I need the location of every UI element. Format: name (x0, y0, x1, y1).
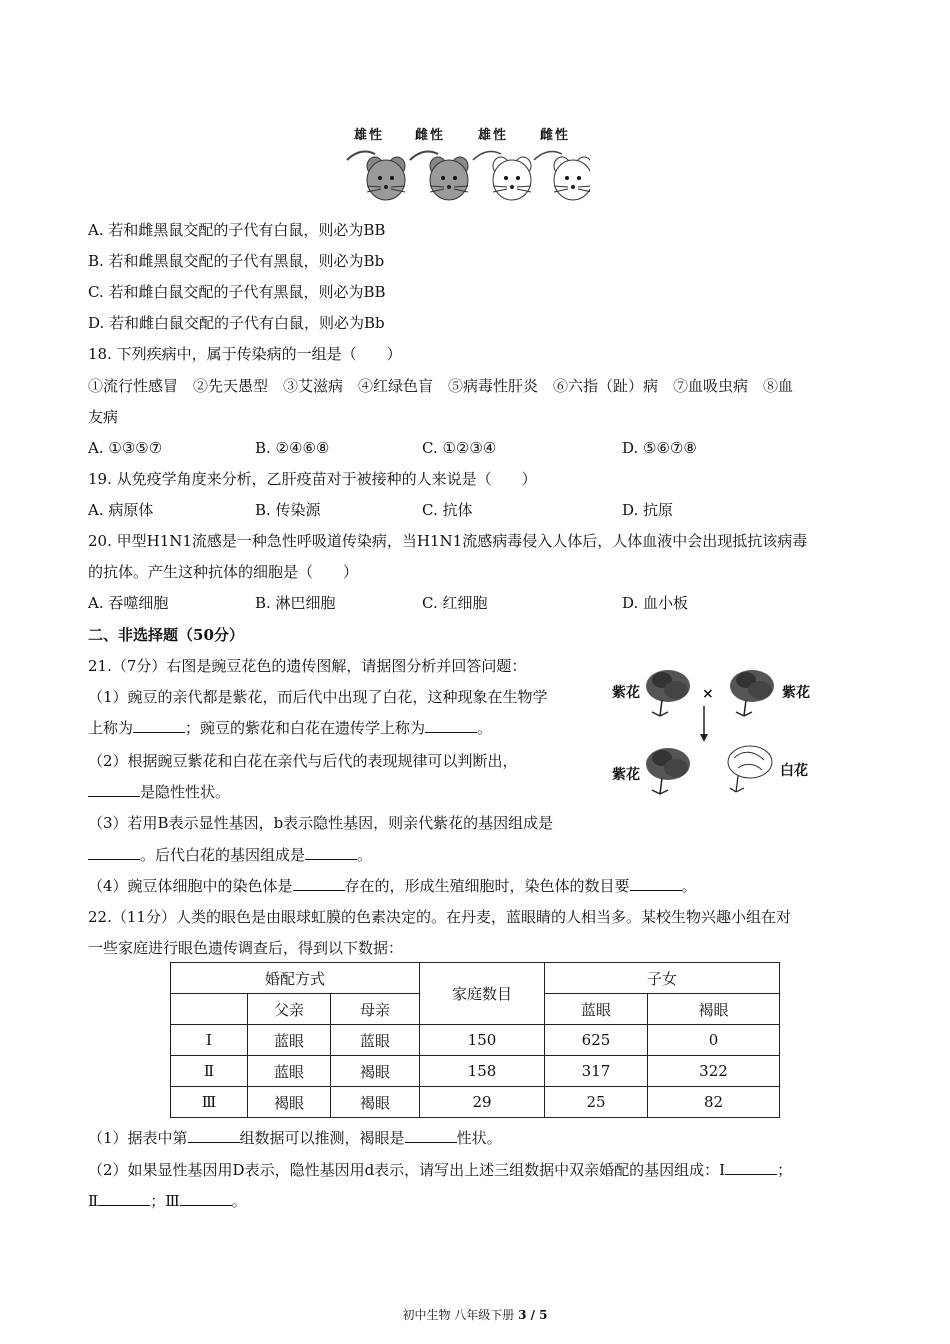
answer-blank[interactable] (405, 1128, 457, 1143)
cross-sign: × (702, 686, 714, 702)
q22-line1: 22.（11分）人类的眼色是由眼球虹膜的色素决定的。在丹麦，蓝眼睛的人相当多。某校生物兴趣小组在对 (88, 908, 791, 926)
purple-label-parent1: 紫花 (612, 685, 640, 701)
header-blank (171, 994, 248, 1025)
q18-stem: 18. 下列疾病中，属于传染病的一组是（ ） (88, 345, 402, 363)
q21-p2b: 是隐性性状。 (88, 782, 230, 802)
mouse-label-4: 雌性 (540, 128, 571, 143)
q18-option-d: D. ⑤⑥⑦⑧ (622, 439, 697, 457)
q20-option-a: A. 吞噬细胞 (88, 594, 169, 612)
q18-items-line2: 友病 (88, 408, 119, 426)
q19-option-b: B. 传染源 (255, 501, 321, 519)
q17-option-d: D. 若和雌白鼠交配的子代有白鼠，则必为Bb (88, 314, 385, 332)
q20-option-c: C. 红细胞 (422, 594, 488, 612)
q20-option-d: D. 血小板 (622, 594, 689, 612)
q22-part2-line1: （2）如果显性基因用D表示，隐性基因用d表示，请写出上述三组数据中双亲婚配的基因组成：Ⅰ ； (88, 1161, 793, 1179)
header-mating: 婚配方式 (171, 963, 420, 994)
q17-option-c: C. 若和雌白鼠交配的子代有黑鼠，则必为BB (88, 283, 386, 301)
answer-blank[interactable] (188, 1128, 240, 1143)
answer-blank[interactable] (98, 1191, 150, 1206)
answer-blank[interactable] (630, 876, 682, 891)
table-cell: 蓝眼 (248, 1056, 331, 1087)
q17-option-b: B. 若和雌黑鼠交配的子代有黑鼠，则必为Bb (88, 252, 385, 270)
mouse-label-2: 雌性 (415, 128, 446, 143)
q18-option-a: A. ①③⑤⑦ (88, 439, 163, 457)
table-row (171, 1025, 780, 1056)
q18-option-c: C. ①②③④ (422, 439, 497, 457)
table-cell: Ⅲ (171, 1087, 248, 1118)
q19-option-d: D. 抗原 (622, 501, 674, 519)
q21-p3a: （3）若用B表示显性基因，b表示隐性基因，则亲代紫花的基因组成是 (88, 814, 554, 832)
q22-part1: （1）据表中第 组数据可以推测，褐眼是 性状。 (88, 1129, 502, 1147)
table-cell: Ⅱ (171, 1056, 248, 1087)
header-mother: 母亲 (331, 994, 420, 1025)
answer-blank[interactable] (305, 845, 357, 860)
table-cell: 322 (648, 1056, 780, 1087)
q19-stem: 19. 从免疫学角度来分析，乙肝疫苗对于被接种的人来说是（ ） (88, 470, 537, 488)
q19-option-a: A. 病原体 (88, 501, 154, 519)
table-row (171, 1087, 780, 1118)
white-mouse-female-icon (534, 152, 590, 200)
section2-title: 二、非选择题（50分） (88, 626, 244, 644)
q22-line2: 一些家庭进行眼色遗传调查后，得到以下数据： (88, 939, 404, 957)
page-footer (0, 1306, 950, 1323)
table-cell: 82 (648, 1087, 780, 1118)
answer-blank[interactable] (425, 718, 477, 733)
purple-label-parent2: 紫花 (782, 685, 810, 701)
purple-label-offspring: 紫花 (612, 767, 640, 783)
footer-text: 初中生物 八年级下册 (402, 1308, 519, 1322)
q20-line2: 的抗体。产生这种抗体的细胞是（ ） (88, 563, 359, 581)
pea-flower-illustration (640, 664, 780, 800)
answer-blank[interactable] (725, 1160, 777, 1175)
q17-option-a: A. 若和雌黑鼠交配的子代有白鼠，则必为BB (88, 221, 386, 239)
mouse-label-1: 雄性 (354, 128, 385, 143)
table-cell: 0 (648, 1025, 780, 1056)
table-cell: 蓝眼 (331, 1025, 420, 1056)
purple-flower-icon (646, 748, 690, 794)
table-cell: 褐眼 (331, 1056, 420, 1087)
header-brown: 褐眼 (648, 994, 780, 1025)
header-blue: 蓝眼 (545, 994, 648, 1025)
table-cell: Ⅰ (171, 1025, 248, 1056)
q21-p1b: 上称为 ；豌豆的紫花和白花在遗传学上称为 。 (88, 719, 493, 737)
black-mouse-male-icon (347, 152, 405, 200)
eye-color-table (170, 962, 780, 1118)
table-cell: 褐眼 (248, 1087, 331, 1118)
page-number: 3 / 5 (518, 1308, 548, 1322)
header-families: 家庭数目 (420, 963, 545, 1025)
answer-blank[interactable] (88, 782, 140, 797)
table-cell: 蓝眼 (248, 1025, 331, 1056)
white-flower-icon (728, 746, 772, 792)
q21-intro: 21.（7分）右图是豌豆花色的遗传图解，请据图分析并回答问题： (88, 657, 527, 675)
q21-p4: （4）豌豆体细胞中的染色体是 存在的，形成生殖细胞时，染色体的数目要 。 (88, 877, 697, 895)
answer-blank[interactable] (88, 845, 140, 860)
purple-flower-icon (646, 670, 690, 716)
q20-line1: 20. 甲型H1N1流感是一种急性呼吸道传染病，当H1N1流感病毒侵入人体后，人体血液中会出现抵抗该病毒 (88, 532, 808, 550)
mice-illustration (340, 140, 590, 206)
black-mouse-female-icon (410, 152, 468, 200)
table-row (171, 1056, 780, 1087)
q19-option-c: C. 抗体 (422, 501, 473, 519)
white-label-offspring: 白花 (780, 763, 808, 779)
header-children: 子女 (545, 963, 780, 994)
arrow-down-icon (700, 706, 708, 742)
purple-flower-icon (730, 670, 774, 716)
table-cell: 褐眼 (331, 1087, 420, 1118)
answer-blank[interactable] (180, 1191, 232, 1206)
q21-p3b: 。后代白花的基因组成是 。 (88, 845, 372, 865)
white-mouse-male-icon (473, 152, 531, 200)
mouse-label-3: 雄性 (478, 128, 509, 143)
q21-p1a: （1）豌豆的亲代都是紫花，而后代中出现了白花，这种现象在生物学 (88, 688, 548, 706)
q21-p2a: （2）根据豌豆紫花和白花在亲代与后代的表现规律可以判断出， (88, 752, 518, 770)
q18-option-b: B. ②④⑥⑧ (255, 439, 330, 457)
table-header-row (171, 963, 780, 994)
table-cell: 29 (420, 1087, 545, 1118)
q22-part2-line2: Ⅱ ；Ⅲ 。 (88, 1192, 247, 1210)
table-cell: 158 (420, 1056, 545, 1087)
table-cell: 150 (420, 1025, 545, 1056)
q18-items-line1: ①流行性感冒 ②先天愚型 ③艾滋病 ④红绿色盲 ⑤病毒性肝炎 ⑥六指（趾）病 ⑦血吸虫病 ⑧血 (88, 377, 794, 395)
q20-option-b: B. 淋巴细胞 (255, 594, 336, 612)
table-cell: 317 (545, 1056, 648, 1087)
answer-blank[interactable] (293, 876, 345, 891)
table-cell: 625 (545, 1025, 648, 1056)
header-father: 父亲 (248, 994, 331, 1025)
answer-blank[interactable] (133, 718, 185, 733)
table-cell: 25 (545, 1087, 648, 1118)
